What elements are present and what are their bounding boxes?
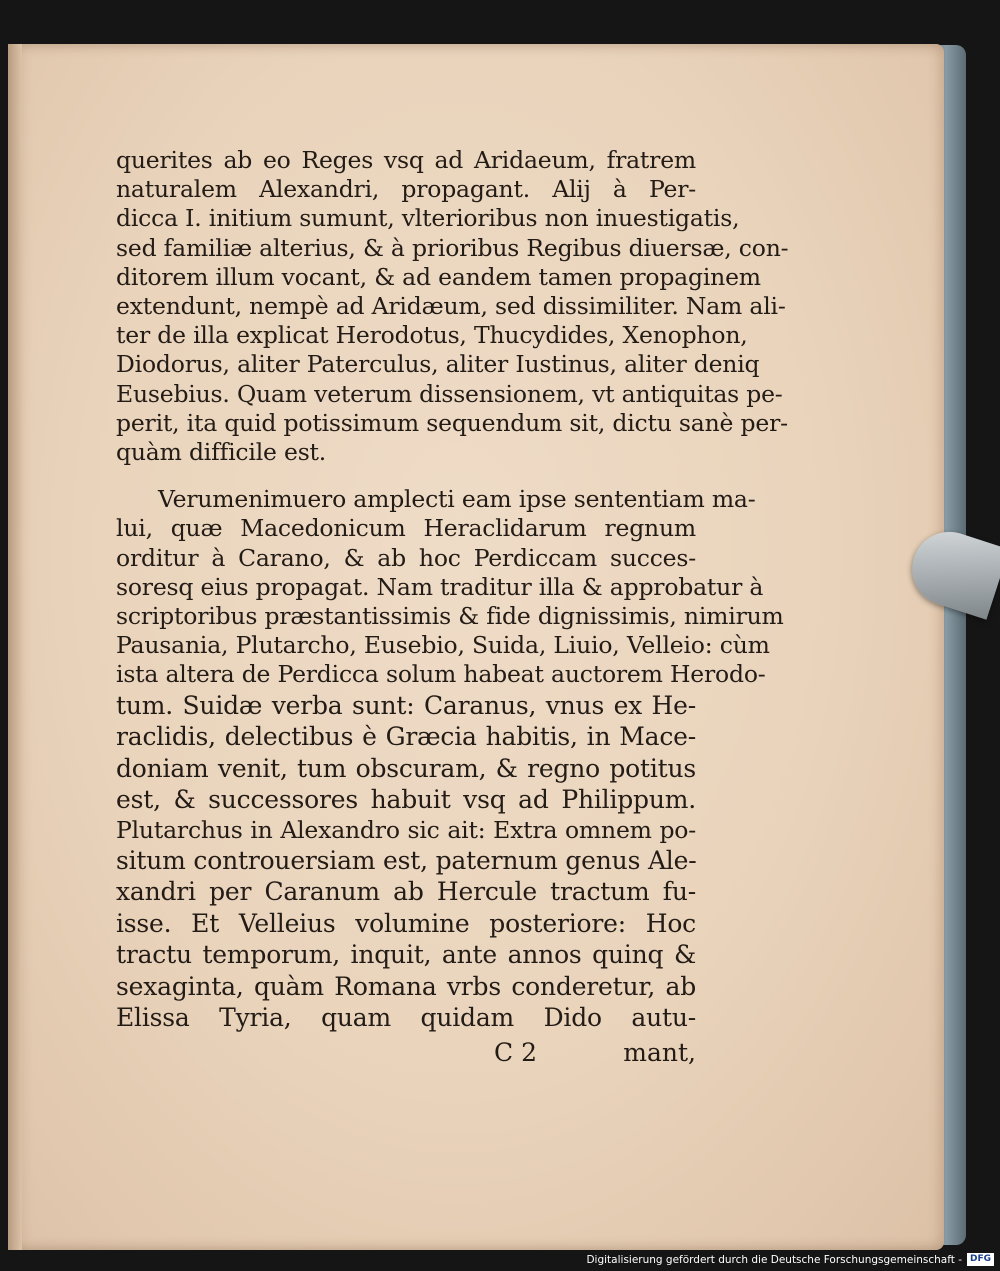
text-line: est, & successores habuit vsq ad Philippum. — [116, 785, 696, 815]
text-line: doniam venit, tum obscuram, & regno potitus — [116, 753, 696, 783]
text-line: Elissa Tyria, quam quidam Dido autu- — [116, 1003, 696, 1033]
text-line: tractu temporum, inquit, ante annos quinq & — [116, 940, 696, 970]
dfg-logo-icon: DFG — [967, 1253, 994, 1266]
text-line: situm controuersiam est, paternum genus Ale- — [116, 845, 697, 875]
paragraph-gap — [116, 467, 696, 485]
text-line: Diodorus, aliter Paterculus, aliter Iustinus, aliter deniq — [116, 350, 760, 379]
text-line: querites ab eo Reges vsq ad Aridaeum, fratrem — [116, 146, 696, 174]
text-line: Plutarchus in Alexandro sic ait: Extra omnem po- — [116, 815, 696, 844]
text-line: perit, ita quid potissimum sequendum sit, dictu sanè per- — [116, 408, 788, 437]
text-line: lui, quæ Macedonicum Heraclidarum regnum — [116, 514, 696, 543]
text-line: Verumenimuero amplecti eam ipse sententiam ma- — [158, 485, 756, 514]
text-line: isse. Et Velleius volumine posteriore: Hoc — [116, 908, 696, 938]
text-line: naturalem Alexandri, propagant. Alij à Per- — [116, 175, 696, 204]
signature-mark: C 2 — [494, 1037, 537, 1067]
text-line: ista altera de Perdicca solum habeat auctorem Herodo- — [116, 660, 766, 689]
text-line: tum. Suidæ verba sunt: Caranus, vnus ex He- — [116, 690, 696, 720]
text-line: scriptoribus præstantissimis & fide dignissimis, nimirum — [116, 602, 784, 631]
text-line: sed familiæ alterius, & à prioribus Regibus diuersæ, con- — [116, 233, 789, 262]
credit-text: Digitalisierung gefördert durch die Deutsche Forschungsgemeinschaft - — [586, 1253, 962, 1266]
page-footer — [116, 1036, 696, 1070]
page-gutter — [8, 44, 22, 1250]
page-text — [116, 146, 789, 1070]
text-line: quàm difficile est. — [116, 438, 327, 467]
text-line: extendunt, nempè ad Aridæum, sed dissimiliter. Nam ali- — [116, 292, 786, 321]
dfg-credit — [586, 1253, 994, 1266]
text-line: xandri per Caranum ab Hercule tractum fu- — [116, 877, 696, 907]
text-line: orditur à Carano, & ab hoc Perdiccam succes- — [116, 543, 696, 572]
text-line: Pausania, Plutarcho, Eusebio, Suida, Liuio, Velleio: cùm — [116, 631, 770, 660]
text-line: raclidis, delectibus è Græcia habitis, in Mace- — [116, 722, 696, 752]
text-line: Eusebius. Quam veterum dissensionem, vt antiquitas pe- — [116, 379, 783, 408]
text-line: ter de illa explicat Herodotus, Thucydides, Xenophon, — [116, 321, 748, 350]
text-line: ditorem illum vocant, & ad eandem tamen propaginem — [116, 262, 761, 291]
text-line: sexaginta, quàm Romana vrbs conderetur, ab — [116, 971, 696, 1001]
text-line: dicca I. initium sumunt, vlterioribus non inuestigatis, — [116, 204, 740, 233]
text-line: soresq eius propagat. Nam traditur illa & approbatur à — [116, 572, 764, 601]
catchword: mant, — [623, 1037, 696, 1067]
